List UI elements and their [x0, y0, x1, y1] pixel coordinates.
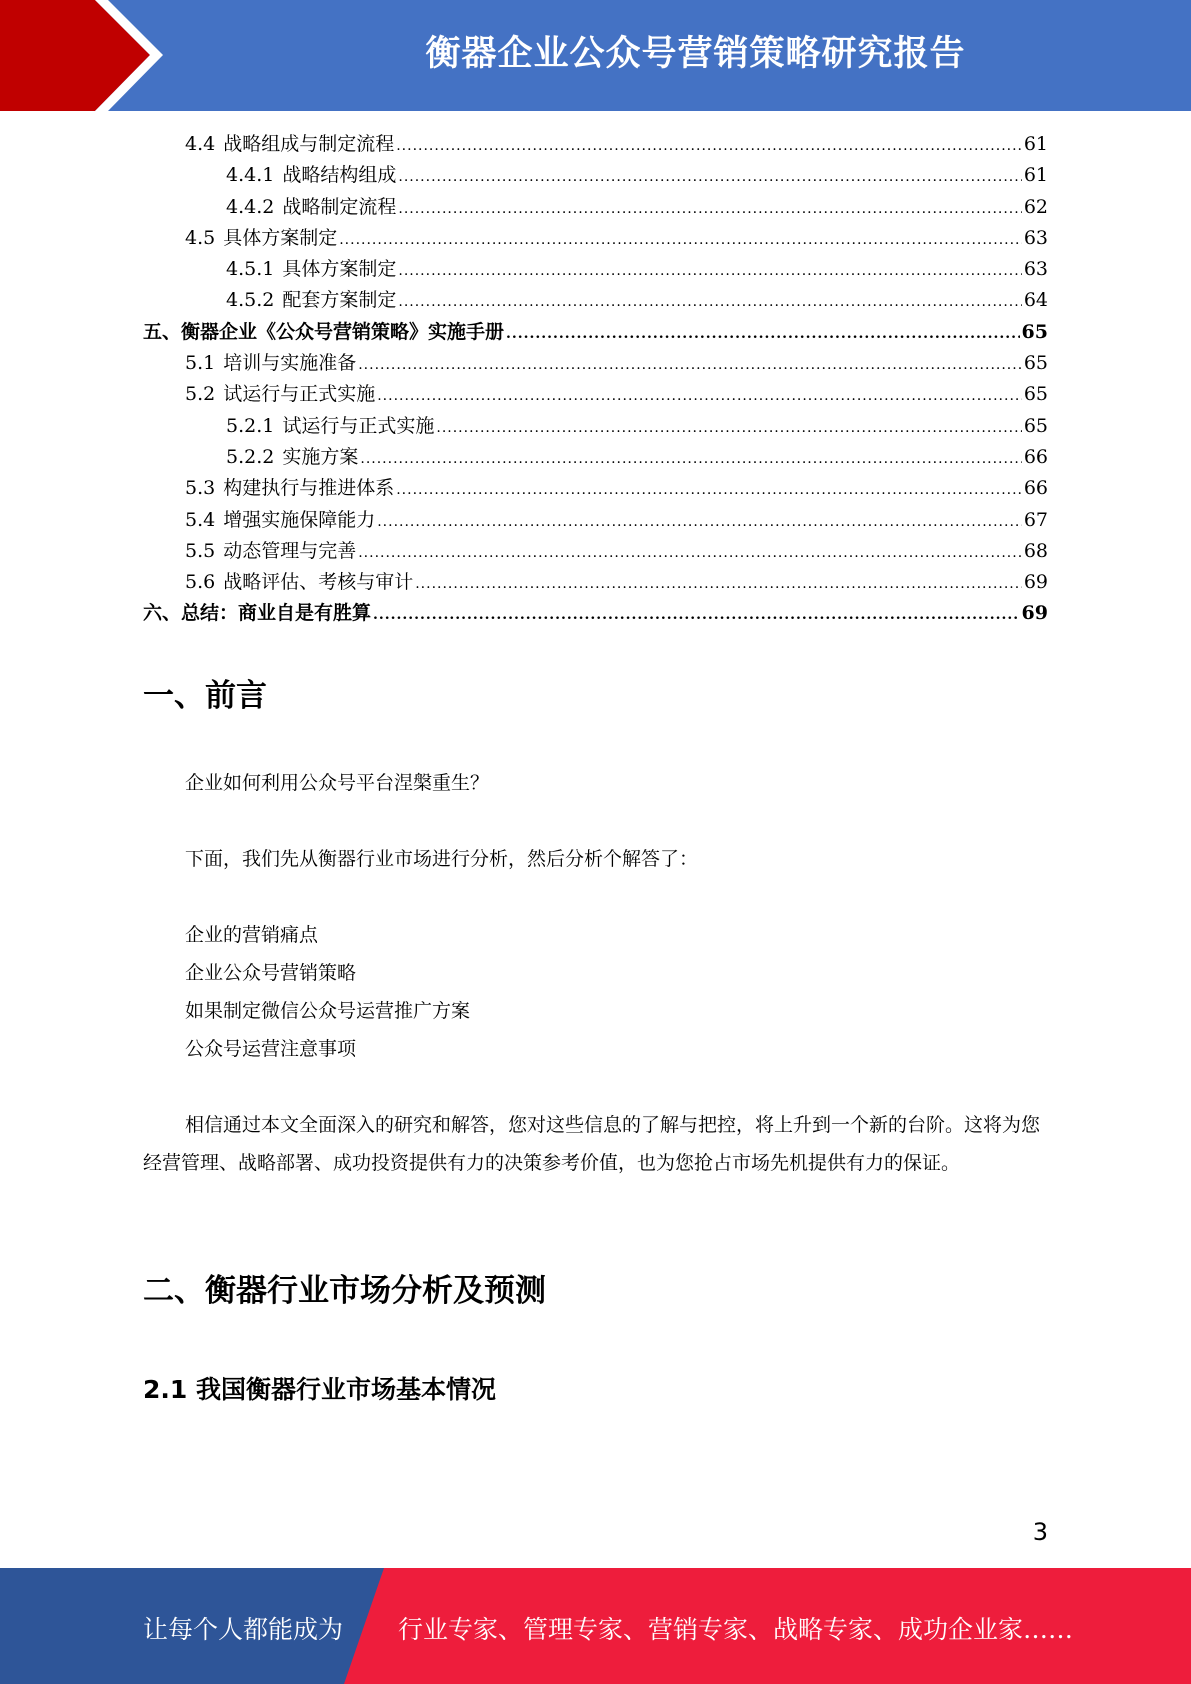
toc-entry[interactable] — [143, 160, 1048, 191]
toc-entry-page: 67 — [1023, 508, 1048, 531]
toc-dot-leader — [360, 451, 1021, 467]
preface-question: 企业如何利用公众号平台涅槃重生？ — [185, 772, 490, 794]
toc-entry[interactable] — [143, 223, 1048, 254]
footer-slogan-right: 行业专家、管理专家、营销专家、战略专家、成功企业家…… — [398, 1615, 1074, 1644]
toc-entry[interactable] — [143, 598, 1048, 629]
toc-entry-number: 4.5.2 — [226, 289, 275, 312]
toc-entry[interactable] — [143, 536, 1048, 567]
toc-entry-page: 65 — [1021, 320, 1048, 343]
toc-entry-label: 实施方案 — [282, 445, 359, 468]
toc-entry-page: 62 — [1023, 195, 1048, 218]
page-number: 3 — [1032, 1518, 1048, 1546]
toc-entry-number: 4.4.1 — [226, 164, 275, 187]
toc-dot-leader — [398, 263, 1021, 279]
toc-dot-leader — [398, 294, 1021, 310]
toc-entry-page: 65 — [1023, 352, 1048, 375]
toc-entry-page: 68 — [1023, 539, 1048, 562]
toc-entry-number: 5.2 — [185, 383, 216, 406]
toc-entry[interactable] — [143, 192, 1048, 223]
toc-entry-number: 5.3 — [185, 477, 216, 500]
toc-dot-leader — [373, 607, 1020, 623]
toc-dot-leader — [396, 482, 1022, 498]
toc-entry[interactable] — [143, 285, 1048, 316]
toc-entry-number: 4.4 — [185, 133, 216, 155]
toc-dot-leader — [398, 201, 1021, 217]
toc-entry-label: 战略结构组成 — [282, 164, 397, 187]
toc-dot-leader — [436, 420, 1021, 436]
toc-dot-leader — [339, 232, 1022, 248]
report-title: 衡器企业公众号营销策略研究报告 — [425, 34, 966, 74]
list-item: 公众号运营注意事项 — [185, 1038, 357, 1060]
toc-entry-number: 5.1 — [185, 352, 216, 375]
toc-entry-label: 试运行与正式实施 — [223, 383, 376, 406]
toc-entry[interactable] — [143, 254, 1048, 285]
toc-entry[interactable] — [143, 411, 1048, 442]
toc-entry-page: 65 — [1023, 383, 1048, 406]
toc-entry-page: 65 — [1023, 414, 1048, 437]
page-footer — [0, 1568, 1191, 1684]
list-item: 如果制定微信公众号运营推广方案 — [185, 1000, 471, 1022]
toc-entry-page: 61 — [1023, 133, 1048, 155]
toc-entry[interactable] — [143, 348, 1048, 379]
toc-entry-number: 4.4.2 — [226, 195, 275, 218]
toc-entry-label: 六、总结：商业自是有胜算 — [143, 602, 372, 625]
toc-dot-leader — [398, 169, 1021, 185]
toc-entry-page: 66 — [1023, 445, 1048, 468]
toc-entry-label: 五、衡器企业《公众号营销策略》实施手册 — [143, 320, 505, 343]
toc-entry[interactable] — [143, 317, 1048, 348]
toc-entry-number: 5.5 — [185, 539, 216, 562]
toc-entry-page: 69 — [1023, 571, 1048, 594]
toc-entry-page: 66 — [1023, 477, 1048, 500]
subsection-heading-2-1: 2.1 我国衡器行业市场基本情况 — [143, 1375, 496, 1404]
toc-entry-label: 动态管理与完善 — [223, 539, 357, 562]
list-item: 企业公众号营销策略 — [185, 962, 357, 984]
section-heading-market-analysis: 二、衡器行业市场分析及预测 — [143, 1273, 546, 1309]
toc-entry-label: 配套方案制定 — [282, 289, 397, 312]
toc-dot-leader — [377, 514, 1022, 530]
toc-entry-number: 5.2.1 — [226, 414, 275, 437]
toc-entry-label: 战略评估、考核与审计 — [223, 571, 414, 594]
toc-entry-page: 63 — [1023, 226, 1048, 249]
toc-entry-label: 增强实施保障能力 — [223, 508, 376, 531]
toc-entry-number: 5.6 — [185, 571, 216, 594]
preface-paragraph: 相信通过本文全面深入的研究和解答，您对这些信息的了解与把控，将上升到一个新的台阶。这将为您经营管理、战略部署、成功投资提供有力的决策参考价值，也为您抢占市场先机提供有力的保证。 — [143, 1114, 1041, 1174]
toc-entry[interactable] — [143, 379, 1048, 410]
toc-dot-leader — [358, 545, 1022, 561]
toc-entry[interactable] — [143, 129, 1048, 160]
toc-dot-leader — [506, 326, 1020, 342]
table-of-contents — [143, 129, 1048, 630]
toc-entry-label: 构建执行与推进体系 — [223, 477, 395, 500]
toc-entry-page: 64 — [1023, 289, 1048, 312]
toc-dot-leader — [415, 576, 1022, 592]
footer-slogan-left: 让每个人都能成为 — [143, 1615, 344, 1644]
toc-entry[interactable] — [143, 567, 1048, 598]
toc-dot-leader — [358, 357, 1022, 373]
toc-entry-page: 69 — [1021, 602, 1048, 625]
toc-entry[interactable] — [143, 442, 1048, 473]
toc-entry-label: 战略制定流程 — [282, 195, 397, 218]
preface-intro: 下面，我们先从衡器行业市场进行分析，然后分析个解答了： — [185, 848, 699, 870]
toc-entry[interactable] — [143, 505, 1048, 536]
toc-entry-label: 试运行与正式实施 — [282, 414, 435, 437]
toc-entry-number: 4.5 — [185, 226, 216, 249]
toc-dot-leader — [396, 138, 1022, 154]
page-header — [0, 0, 1191, 111]
toc-entry-label: 战略组成与制定流程 — [223, 133, 395, 155]
toc-entry-page: 63 — [1023, 258, 1048, 281]
toc-entry-label: 具体方案制定 — [223, 226, 338, 249]
toc-entry-number: 5.2.2 — [226, 445, 275, 468]
toc-entry-number: 4.5.1 — [226, 258, 275, 281]
toc-entry-label: 具体方案制定 — [282, 258, 397, 281]
toc-entry-label: 培训与实施准备 — [223, 352, 357, 375]
toc-entry-number: 5.4 — [185, 508, 216, 531]
section-heading-preface: 一、前言 — [143, 678, 267, 714]
toc-entry-page: 61 — [1023, 164, 1048, 187]
toc-dot-leader — [377, 388, 1022, 404]
list-item: 企业的营销痛点 — [185, 924, 319, 946]
toc-entry[interactable] — [143, 473, 1048, 504]
